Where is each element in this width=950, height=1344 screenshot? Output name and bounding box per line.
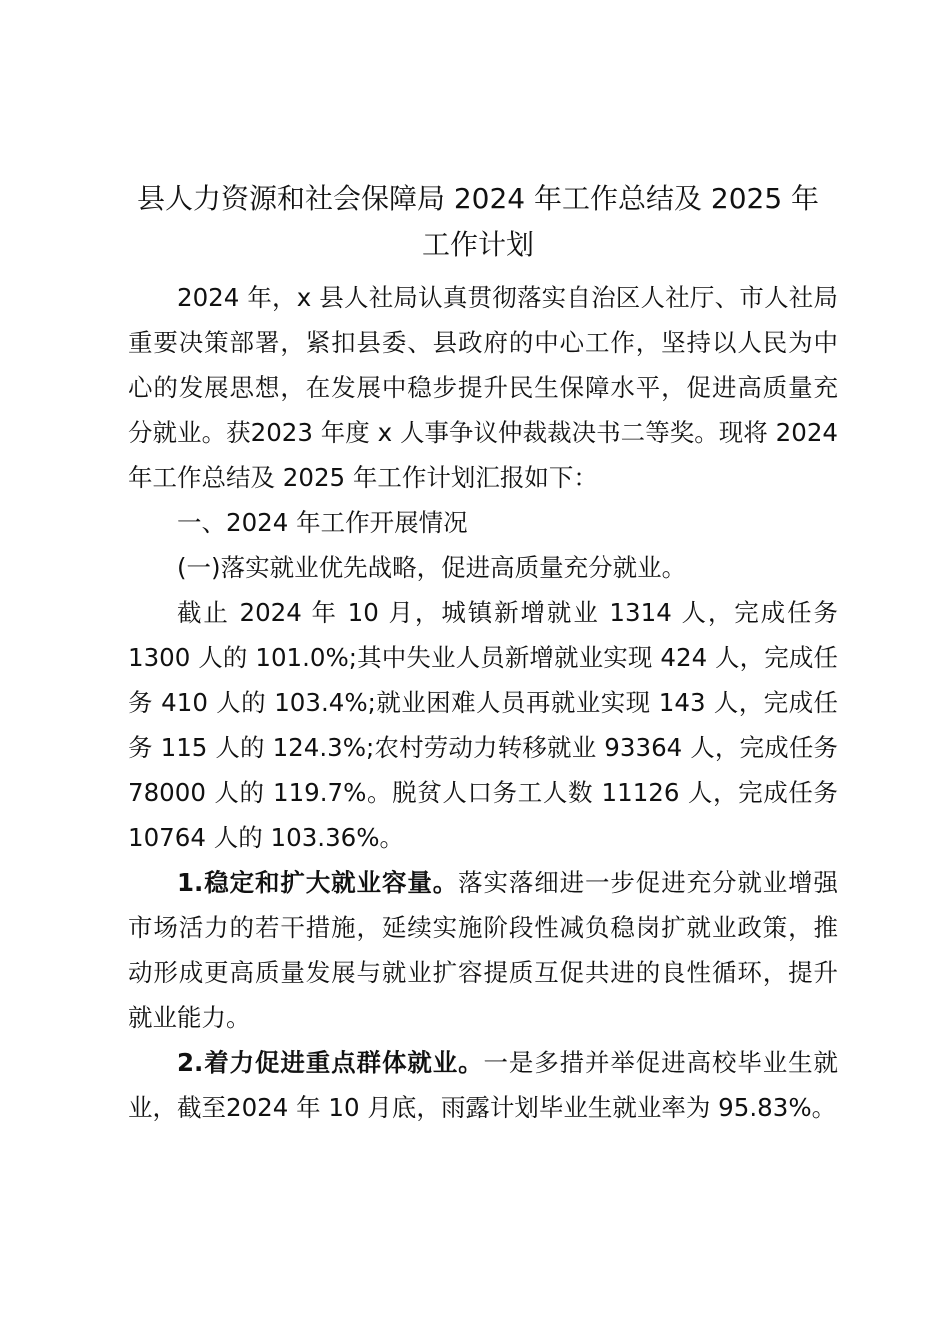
subsection-heading: (一)落实就业优先战略，促进高质量充分就业。 — [177, 553, 687, 582]
item-1-lead: 1.稳定和扩大就业容量。 — [177, 868, 459, 897]
item-2-paragraph — [128, 1040, 838, 1130]
item-2-text: 一是多措并举促进高校毕业生就业，截至2024 年 10 月底，雨露计划毕业生就业率为 95.83%。 — [128, 1048, 838, 1122]
item-1-text: 落实落细进一步促进充分就业增强市场活力的若干措施，延续实施阶段性减负稳岗扩就业政策，推动形成更高质量发展与就业扩容提质互促共进的良性循环，提升就业能力。 — [128, 868, 839, 1032]
title-line-1: 县人力资源和社会保障局 2024 年工作总结及 2025 年 — [136, 182, 820, 215]
section-heading: 一、2024 年工作开展情况 — [177, 508, 468, 537]
intro-paragraph: 2024 年，x 县人社局认真贯彻落实自治区人社厅、市人社局重要决策部署，紧扣县委、县政府的中心工作，坚持以人民为中心的发展思想，在发展中稳步提升民生保障水平，促进高质量充分就业。获2023 年度 x 人事争议仲裁裁决书二等奖。现将 2024 年工作总结及 2025 年工作计划汇报如下： — [128, 283, 838, 492]
item-2-lead: 2.着力促进重点群体就业。 — [177, 1048, 484, 1077]
stats-paragraph: 截止 2024 年 10 月，城镇新增就业 1314 人，完成任务 1300 人的 101.0%;其中失业人员新增就业实现 424 人，完成任务 410 人的 103.4%;就业困难人员再就业实现 143 人，完成任务 115 人的 124.3%;农村劳动力转移就业 93364 人，完成任务 78000 人的 119.7%。脱贫人口务工人数 11126 人，完成任务 10764 人的 103.36%。 — [128, 598, 838, 852]
document-body — [128, 275, 838, 1130]
title-line-2: 工作计划 — [421, 228, 534, 261]
item-1-paragraph — [128, 860, 838, 1040]
document-title — [128, 176, 828, 268]
